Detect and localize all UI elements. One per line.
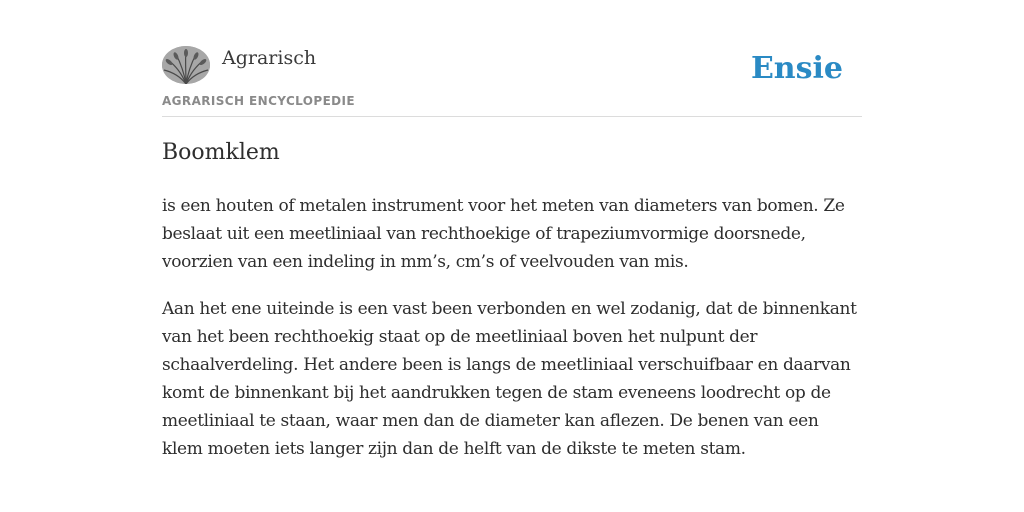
article-title: Boomklem	[162, 140, 280, 165]
wheat-icon	[162, 46, 210, 84]
article-body	[162, 192, 862, 482]
source-avatar[interactable]	[162, 46, 210, 84]
article-paragraph: Aan het ene uiteinde is een vast been verbonden en wel zodanig, dat de binnenkant van het been rechthoekig staat op de meetliniaal boven het nulpunt der schaalverdeling. Het andere been is langs de meetliniaal verschuifbaar en daarvan komt de binnenkant bij het aandrukken tegen de stam eveneens loodrecht op de meetliniaal te staan, waar men dan de diameter kan aflezen. De benen van een klem moeten iets langer zijn dan de helft van de dikste te meten stam.	[162, 299, 857, 459]
article-paragraph: is een houten of metalen instrument voor het meten van diameters van bomen. Ze beslaat uit een meetliniaal van rechthoekige of trapeziumvormige doorsnede, voorzien van een indeling in mm’s, cm’s of veelvouden van mis.	[162, 196, 845, 272]
source-subtitle: AGRARISCH ENCYCLOPEDIE	[162, 94, 355, 108]
page-header	[162, 46, 862, 117]
brand-logo-link[interactable]: Ensie	[750, 51, 843, 86]
source-name-link[interactable]: Agrarisch	[222, 47, 317, 69]
